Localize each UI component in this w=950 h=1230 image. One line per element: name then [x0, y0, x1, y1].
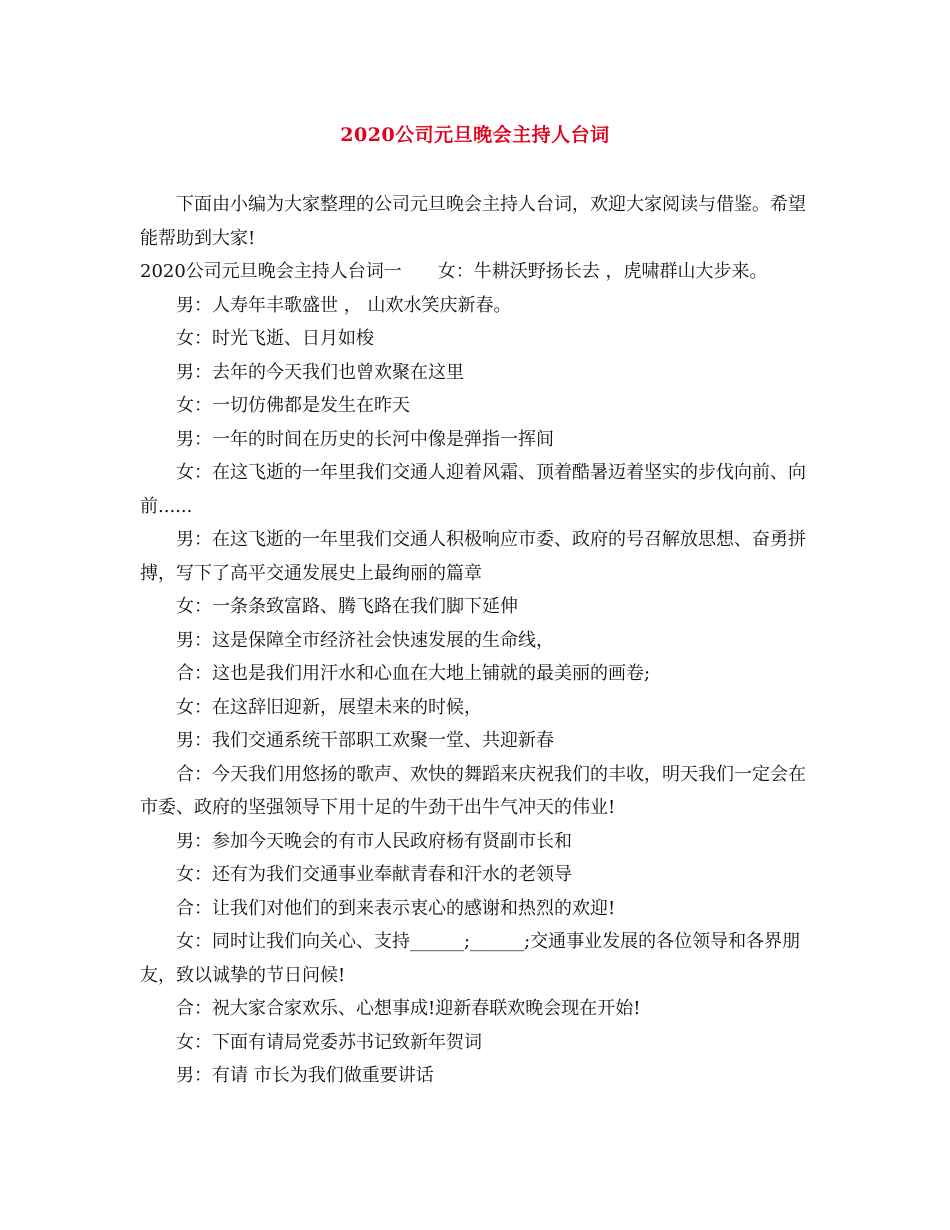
dialogue-line: 男：一年的时间在历史的长河中像是弹指一挥间: [176, 428, 554, 450]
intro-paragraph: 下面由小编为大家整理的公司元旦晚会主持人台词，欢迎大家阅读与借鉴。希望能帮助到大家!: [140, 194, 806, 249]
dialogue-line: 合：祝大家合家欢乐、心想事成!迎新春联欢晚会现在开始!: [176, 998, 641, 1019]
dialogue-line: 男：这是保障全市经济社会快速发展的生命线，: [176, 629, 554, 651]
dialogue-line: 女：还有为我们交通事业奉献青春和汗水的老领导: [176, 864, 572, 885]
dialogue-line: 男：人寿年丰歌盛世 ， 山欢水笑庆新春。: [176, 294, 512, 316]
document-body: [140, 188, 820, 1093]
dialogue-line: 女：在这辞旧迎新，展望未来的时候，: [176, 696, 482, 718]
dialogue-line: 女：下面有请局党委苏书记致新年贺词: [176, 1031, 482, 1053]
dialogue-line: 男：去年的今天我们也曾欢聚在这里: [176, 361, 464, 383]
dialogue-line: 女：一条条致富路、腾飞路在我们脚下延伸: [176, 596, 518, 617]
dialogue-line: 女：一切仿佛都是发生在昨天: [176, 395, 410, 416]
section-heading-line: 2020公司元旦晚会主持人台词一 女：牛耕沃野扬长去 ，虎啸群山大步来。: [140, 261, 768, 282]
dialogue-line: 合：让我们对他们的到来表示衷心的感谢和热烈的欢迎!: [176, 897, 616, 919]
dialogue-line: 女：同时让我们向关心、支持______;______;交通事业发展的各位领导和各界朋友，致以诚挚的节日问候!: [140, 931, 801, 986]
dialogue-line: 男：我们交通系统干部职工欢聚一堂、共迎新春: [176, 730, 554, 751]
dialogue-line: 男：参加今天晚会的有市人民政府杨有贤副市长和: [176, 830, 572, 852]
dialogue-line: 女：在这飞逝的一年里我们交通人迎着风霜、顶着酷暑迈着坚实的步伐向前、向前......: [140, 462, 806, 517]
dialogue-line: 女：时光飞逝、日月如梭: [176, 328, 374, 349]
dialogue-line: 男：有请 市长为我们做重要讲话: [176, 1065, 434, 1086]
dialogue-line: 男：在这飞逝的一年里我们交通人积极响应市委、政府的号召解放思想、奋勇拼搏，写下了高平交通发展史上最绚丽的篇章: [140, 529, 806, 584]
document-title: 2020公司元旦晚会主持人台词: [340, 124, 610, 146]
dialogue-line: 合：今天我们用悠扬的歌声、欢快的舞蹈来庆祝我们的丰收，明天我们一定会在市委、政府的坚强领导下用十足的牛劲干出牛气冲天的伟业!: [140, 763, 806, 818]
dialogue-line: 合：这也是我们用汗水和心血在大地上铺就的最美丽的画卷;: [176, 663, 651, 684]
